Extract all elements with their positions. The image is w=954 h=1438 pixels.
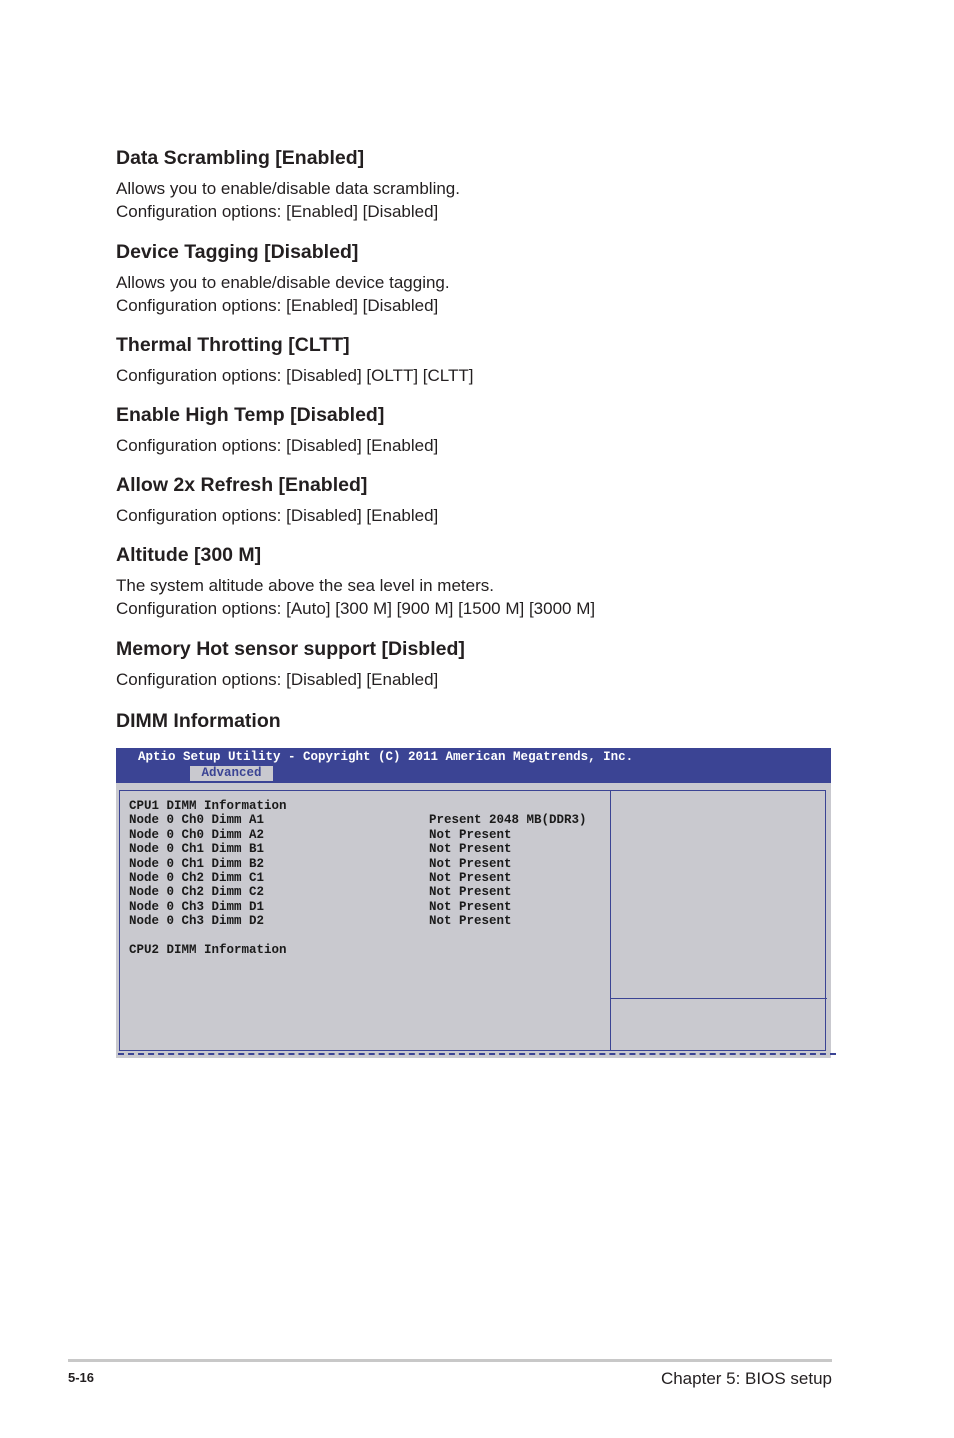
section-body — [116, 364, 832, 387]
page-number: 5-16 — [68, 1370, 95, 1385]
section-body — [116, 177, 832, 223]
spacer — [129, 929, 287, 943]
chapter-title: Chapter 5: BIOS setup — [660, 1369, 832, 1388]
section-title: Altitude [300 M] — [116, 544, 262, 566]
section-enable-high-temp — [116, 403, 832, 457]
section-title: DIMM Information — [116, 710, 281, 732]
list-item — [129, 813, 587, 828]
section-thermal-throtting — [116, 333, 832, 387]
bios-panel — [119, 790, 826, 1051]
section-title: Memory Hot sensor support [Disbled] — [116, 638, 465, 660]
list-item — [129, 885, 512, 900]
section-body — [116, 434, 832, 457]
section-text: Allows you to enable/disable data scrambling. — [116, 179, 460, 198]
panel-divider — [610, 791, 611, 1050]
help-divider — [611, 998, 827, 999]
dimm-label: Node 0 Ch2 Dimm C2 — [129, 885, 265, 900]
dimm-label: Node 0 Ch0 Dimm A1 — [129, 813, 265, 828]
section-text: Configuration options: [Enabled] [Disabled] — [116, 296, 439, 315]
dimm-status: Not Present — [429, 870, 512, 885]
section-text: Configuration options: [Enabled] [Disabled] — [116, 202, 439, 221]
screenshot-cut-line — [118, 1053, 836, 1055]
list-item — [129, 870, 512, 885]
dimm-status: Not Present — [429, 842, 512, 857]
section-text: Allows you to enable/disable device tagging. — [116, 273, 450, 292]
dimm-label: Node 0 Ch1 Dimm B2 — [129, 856, 265, 871]
list-item — [129, 856, 512, 871]
section-text: The system altitude above the sea level in meters. — [116, 576, 494, 595]
section-text: Configuration options: [Disabled] [Enabled] — [116, 506, 439, 525]
dimm-status: Not Present — [429, 856, 512, 871]
dimm-status: Not Present — [429, 899, 512, 914]
list-item — [129, 842, 512, 857]
section-text: Configuration options: [Auto] [300 M] [900 M] [1500 M] [3000 M] — [116, 599, 596, 618]
section-text: Configuration options: [Disabled] [OLTT] [CLTT] — [116, 366, 474, 385]
section-body — [116, 504, 832, 527]
list-item — [129, 827, 512, 842]
bios-title: Aptio Setup Utility - Copyright (C) 2011 American Megatrends, Inc. — [138, 750, 634, 764]
dimm-label: Node 0 Ch0 Dimm A2 — [129, 827, 265, 842]
dimm-label: Node 0 Ch3 Dimm D2 — [129, 914, 265, 929]
cpu2-heading: CPU2 DIMM Information — [129, 942, 287, 957]
section-altitude — [116, 543, 832, 620]
section-title: Enable High Temp [Disabled] — [116, 404, 385, 426]
bios-screenshot — [116, 748, 831, 1058]
dimm-list — [129, 799, 587, 957]
section-title: Allow 2x Refresh [Enabled] — [116, 474, 368, 496]
section-data-scrambling — [116, 146, 832, 223]
tab-advanced[interactable]: Advanced — [190, 766, 273, 781]
section-title: Data Scrambling [Enabled] — [116, 147, 365, 169]
dimm-status: Present 2048 MB(DDR3) — [429, 813, 587, 828]
section-dimm-information — [116, 709, 832, 733]
section-allow-2x-refresh — [116, 473, 832, 527]
bios-header — [116, 748, 831, 783]
section-text: Configuration options: [Disabled] [Enabled] — [116, 670, 439, 689]
section-text: Configuration options: [Disabled] [Enabled] — [116, 436, 439, 455]
dimm-status: Not Present — [429, 827, 512, 842]
list-item — [129, 899, 512, 914]
section-body — [116, 271, 832, 317]
dimm-label: Node 0 Ch2 Dimm C1 — [129, 870, 265, 885]
dimm-status: Not Present — [429, 914, 512, 929]
dimm-label: Node 0 Ch1 Dimm B1 — [129, 842, 265, 857]
section-title: Thermal Throtting [CLTT] — [116, 334, 350, 356]
section-title: Device Tagging [Disabled] — [116, 241, 359, 263]
section-body — [116, 574, 832, 620]
section-memory-hot-sensor — [116, 637, 832, 691]
cpu1-heading: CPU1 DIMM Information — [129, 799, 287, 813]
section-body — [116, 668, 832, 691]
section-device-tagging — [116, 240, 832, 317]
dimm-status: Not Present — [429, 885, 512, 900]
list-item — [129, 914, 512, 929]
footer-divider — [68, 1359, 832, 1362]
dimm-label: Node 0 Ch3 Dimm D1 — [129, 899, 265, 914]
